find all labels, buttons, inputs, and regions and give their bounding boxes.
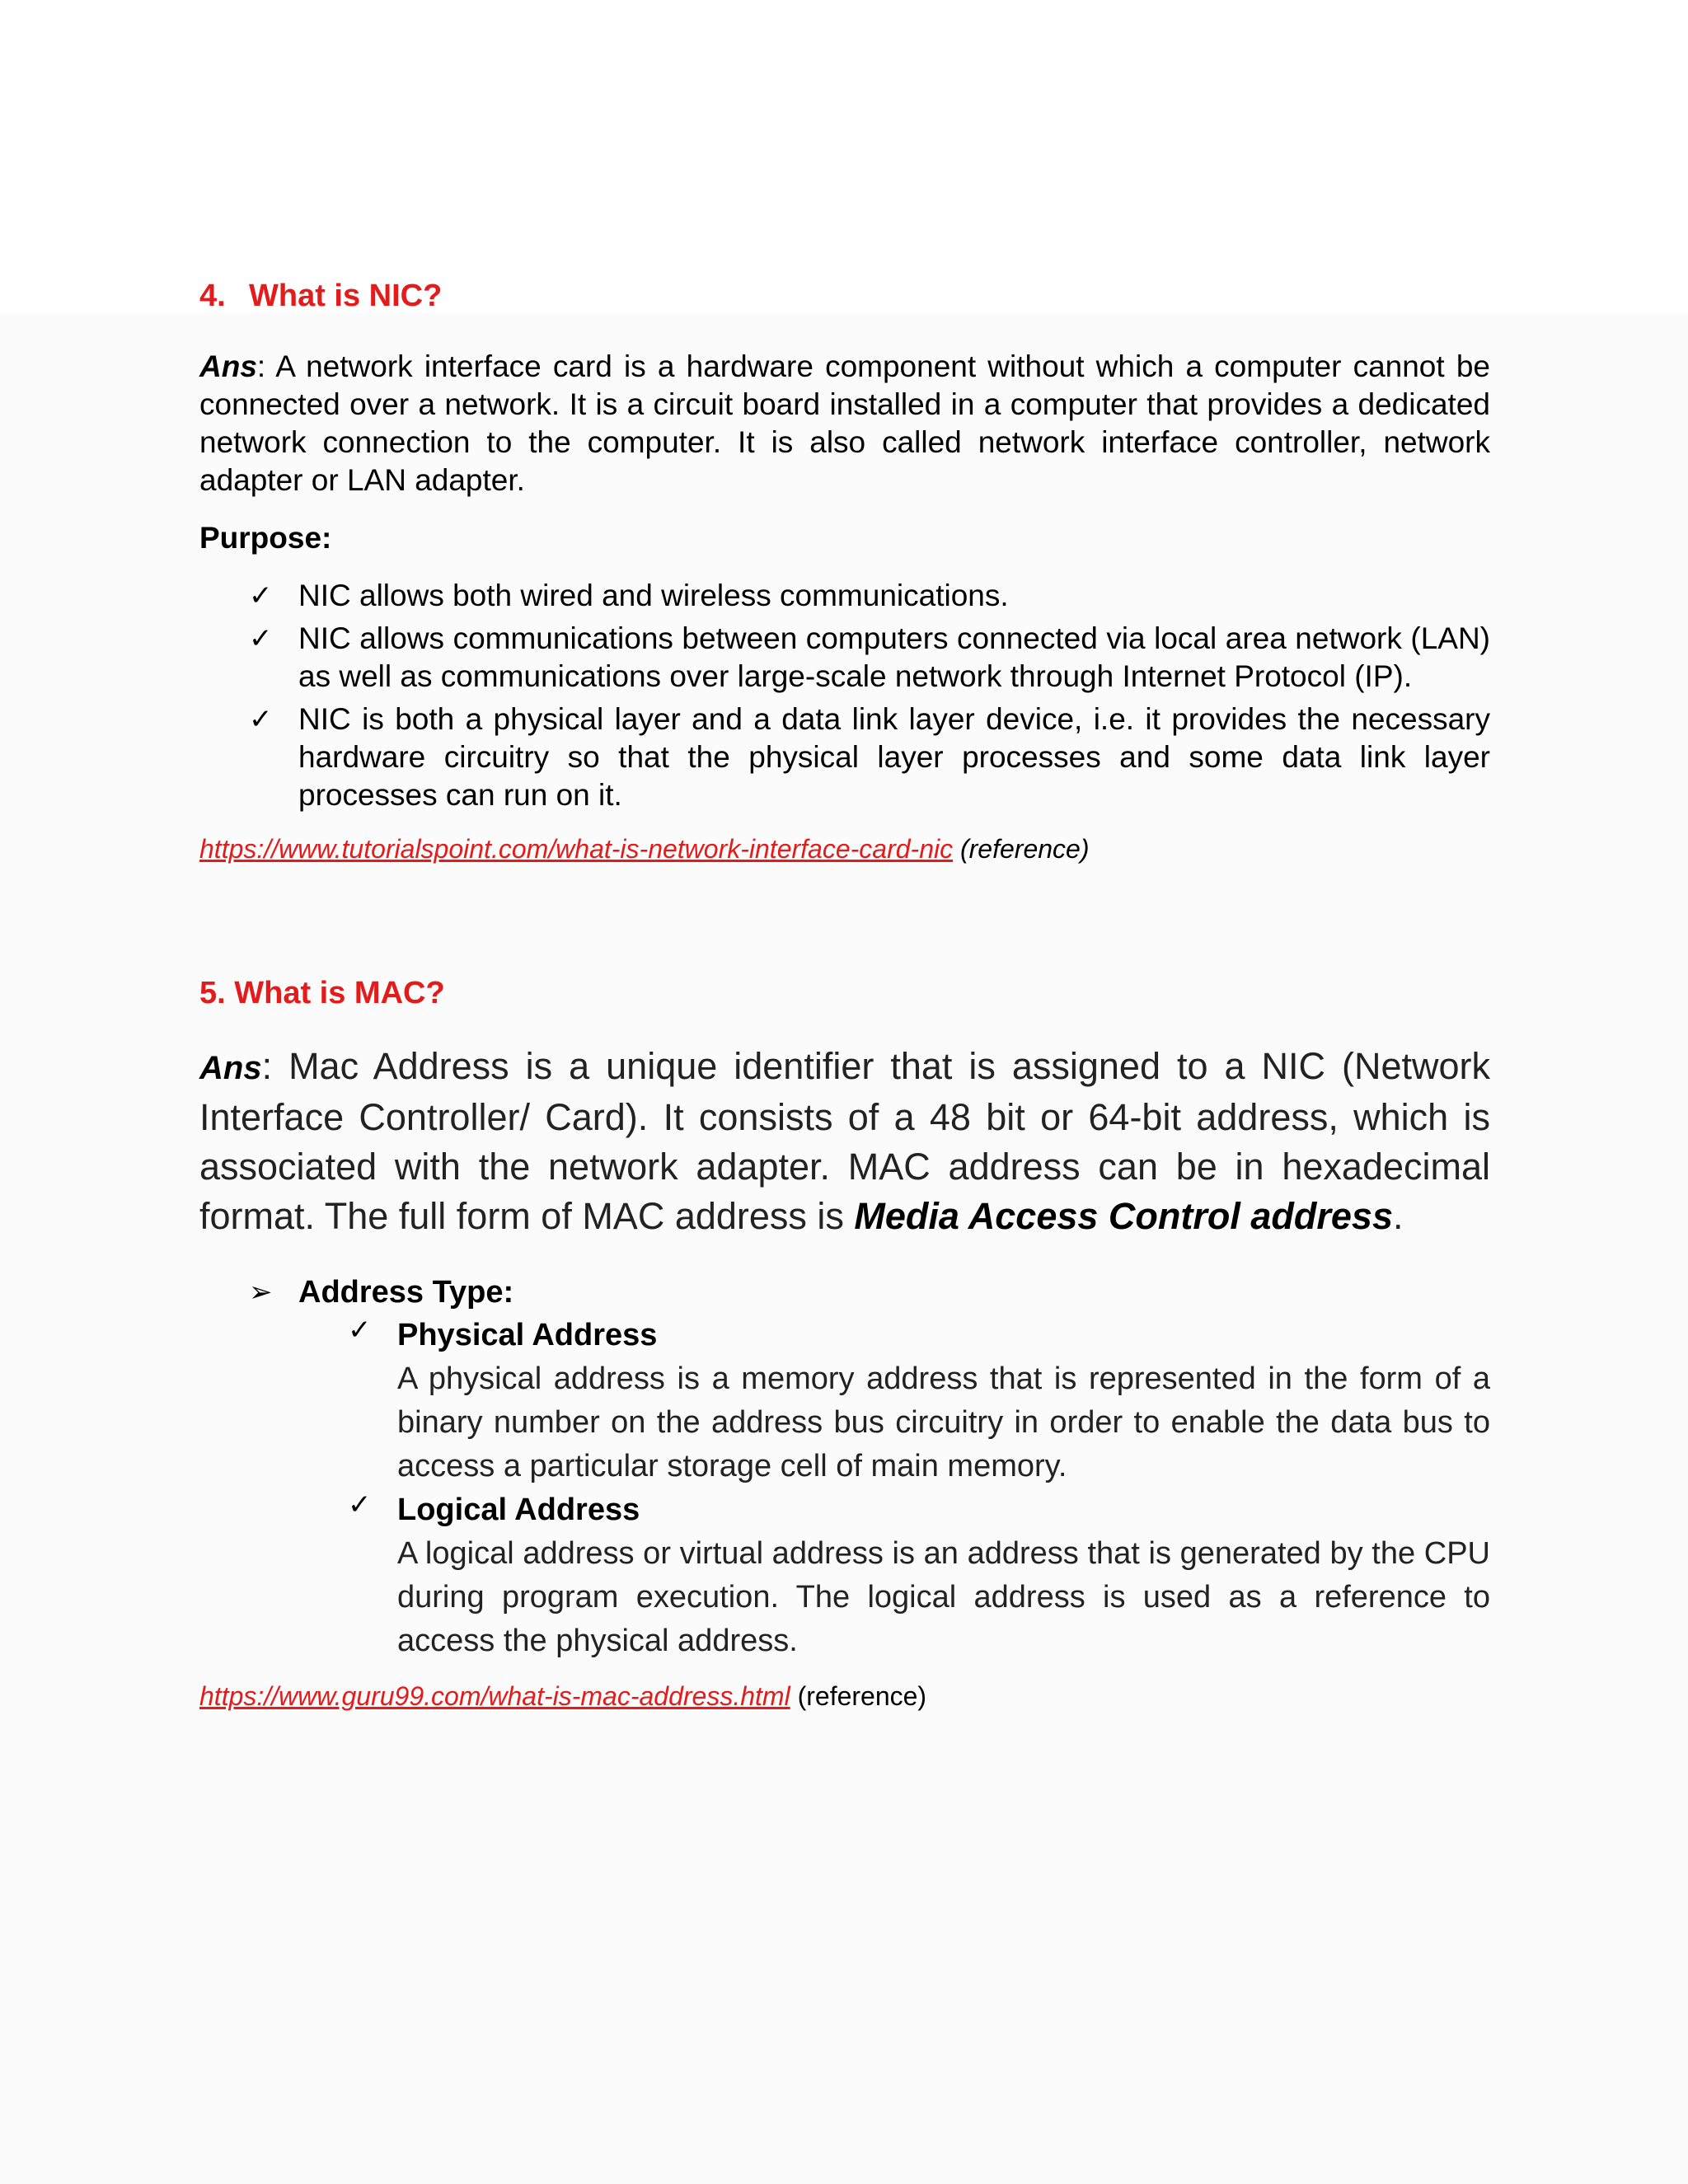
question-5-reference	[199, 1680, 1490, 1713]
physical-address-item	[199, 1314, 1490, 1488]
answer-label: Ans	[199, 349, 257, 383]
purpose-item	[199, 620, 1490, 696]
page-content	[199, 272, 1490, 1713]
logical-address-item	[199, 1488, 1490, 1663]
purpose-item	[199, 577, 1490, 615]
purpose-item-text: NIC allows communications between computers connected via local area network (LAN) as well as communications over large-scale network through Internet Protocol (IP).	[298, 621, 1490, 693]
question-4-number: 4.	[199, 279, 226, 313]
reference-suffix: (reference)	[959, 834, 1090, 864]
logical-address-title: Logical Address	[397, 1493, 640, 1527]
purpose-item-text: NIC allows both wired and wireless communications.	[298, 579, 1009, 612]
question-4-title: What is NIC?	[249, 279, 443, 313]
answer-end: .	[1392, 1195, 1404, 1237]
guru99-reference-link[interactable]: https://www.guru99.com/what-is-mac-address.html	[199, 1681, 790, 1711]
physical-address-description: A physical address is a memory address that is represented in the form of a binary number on the address bus circuitry in order to enable the data bus to access a particular storage cell of main memory.	[397, 1361, 1490, 1483]
question-4-answer	[199, 348, 1490, 499]
address-type-heading	[199, 1271, 1490, 1314]
purpose-list	[199, 577, 1490, 814]
question-4-reference	[199, 832, 1490, 865]
checkmark-icon: ✓	[249, 622, 273, 655]
answer-label: Ans	[199, 1050, 262, 1086]
purpose-item-text: NIC is both a physical layer and a data link layer device, i.e. it provides the necessary hardware circuitry so that the physical layer processes and some data link layer processes can run on it.	[298, 702, 1490, 812]
checkmark-icon: ✓	[249, 703, 273, 736]
checkmark-icon: ✓	[249, 579, 273, 612]
checkmark-icon: ✓	[348, 1488, 372, 1521]
reference-suffix: (reference)	[797, 1681, 927, 1711]
answer-text: : Mac Address is a unique identifier that is assigned to a NIC (Network Interface Controller/ Card). It consists of a 48 bit or 64-bit address, which is associated with the network adapter. MAC address can be in hexadecimal format. The full form of MAC address is	[199, 1045, 1490, 1237]
question-5-heading: 5. What is MAC?	[199, 976, 445, 1010]
logical-address-description: A logical address or virtual address is an address that is generated by the CPU during program execution. The logical address is used as a reference to access the physical address.	[397, 1536, 1490, 1658]
address-type-label: Address Type:	[298, 1275, 514, 1310]
purpose-item	[199, 701, 1490, 814]
answer-text: : A network interface card is a hardware component without which a computer cannot be connected over a network. It is a circuit board installed in a computer that provides a dedicated network connection to the computer. It is also called network interface controller, network adapter or LAN adapter.	[199, 349, 1490, 497]
purpose-label: Purpose:	[199, 521, 332, 555]
answer-emphasis: Media Access Control address	[854, 1195, 1393, 1237]
arrow-bullet-icon: ➢	[249, 1276, 273, 1309]
question-4-heading	[199, 277, 1490, 315]
checkmark-icon: ✓	[348, 1314, 372, 1347]
physical-address-title: Physical Address	[397, 1318, 658, 1352]
question-5-answer	[199, 1042, 1490, 1241]
tutorialspoint-reference-link[interactable]: https://www.tutorialspoint.com/what-is-network-interface-card-nic	[199, 834, 954, 864]
